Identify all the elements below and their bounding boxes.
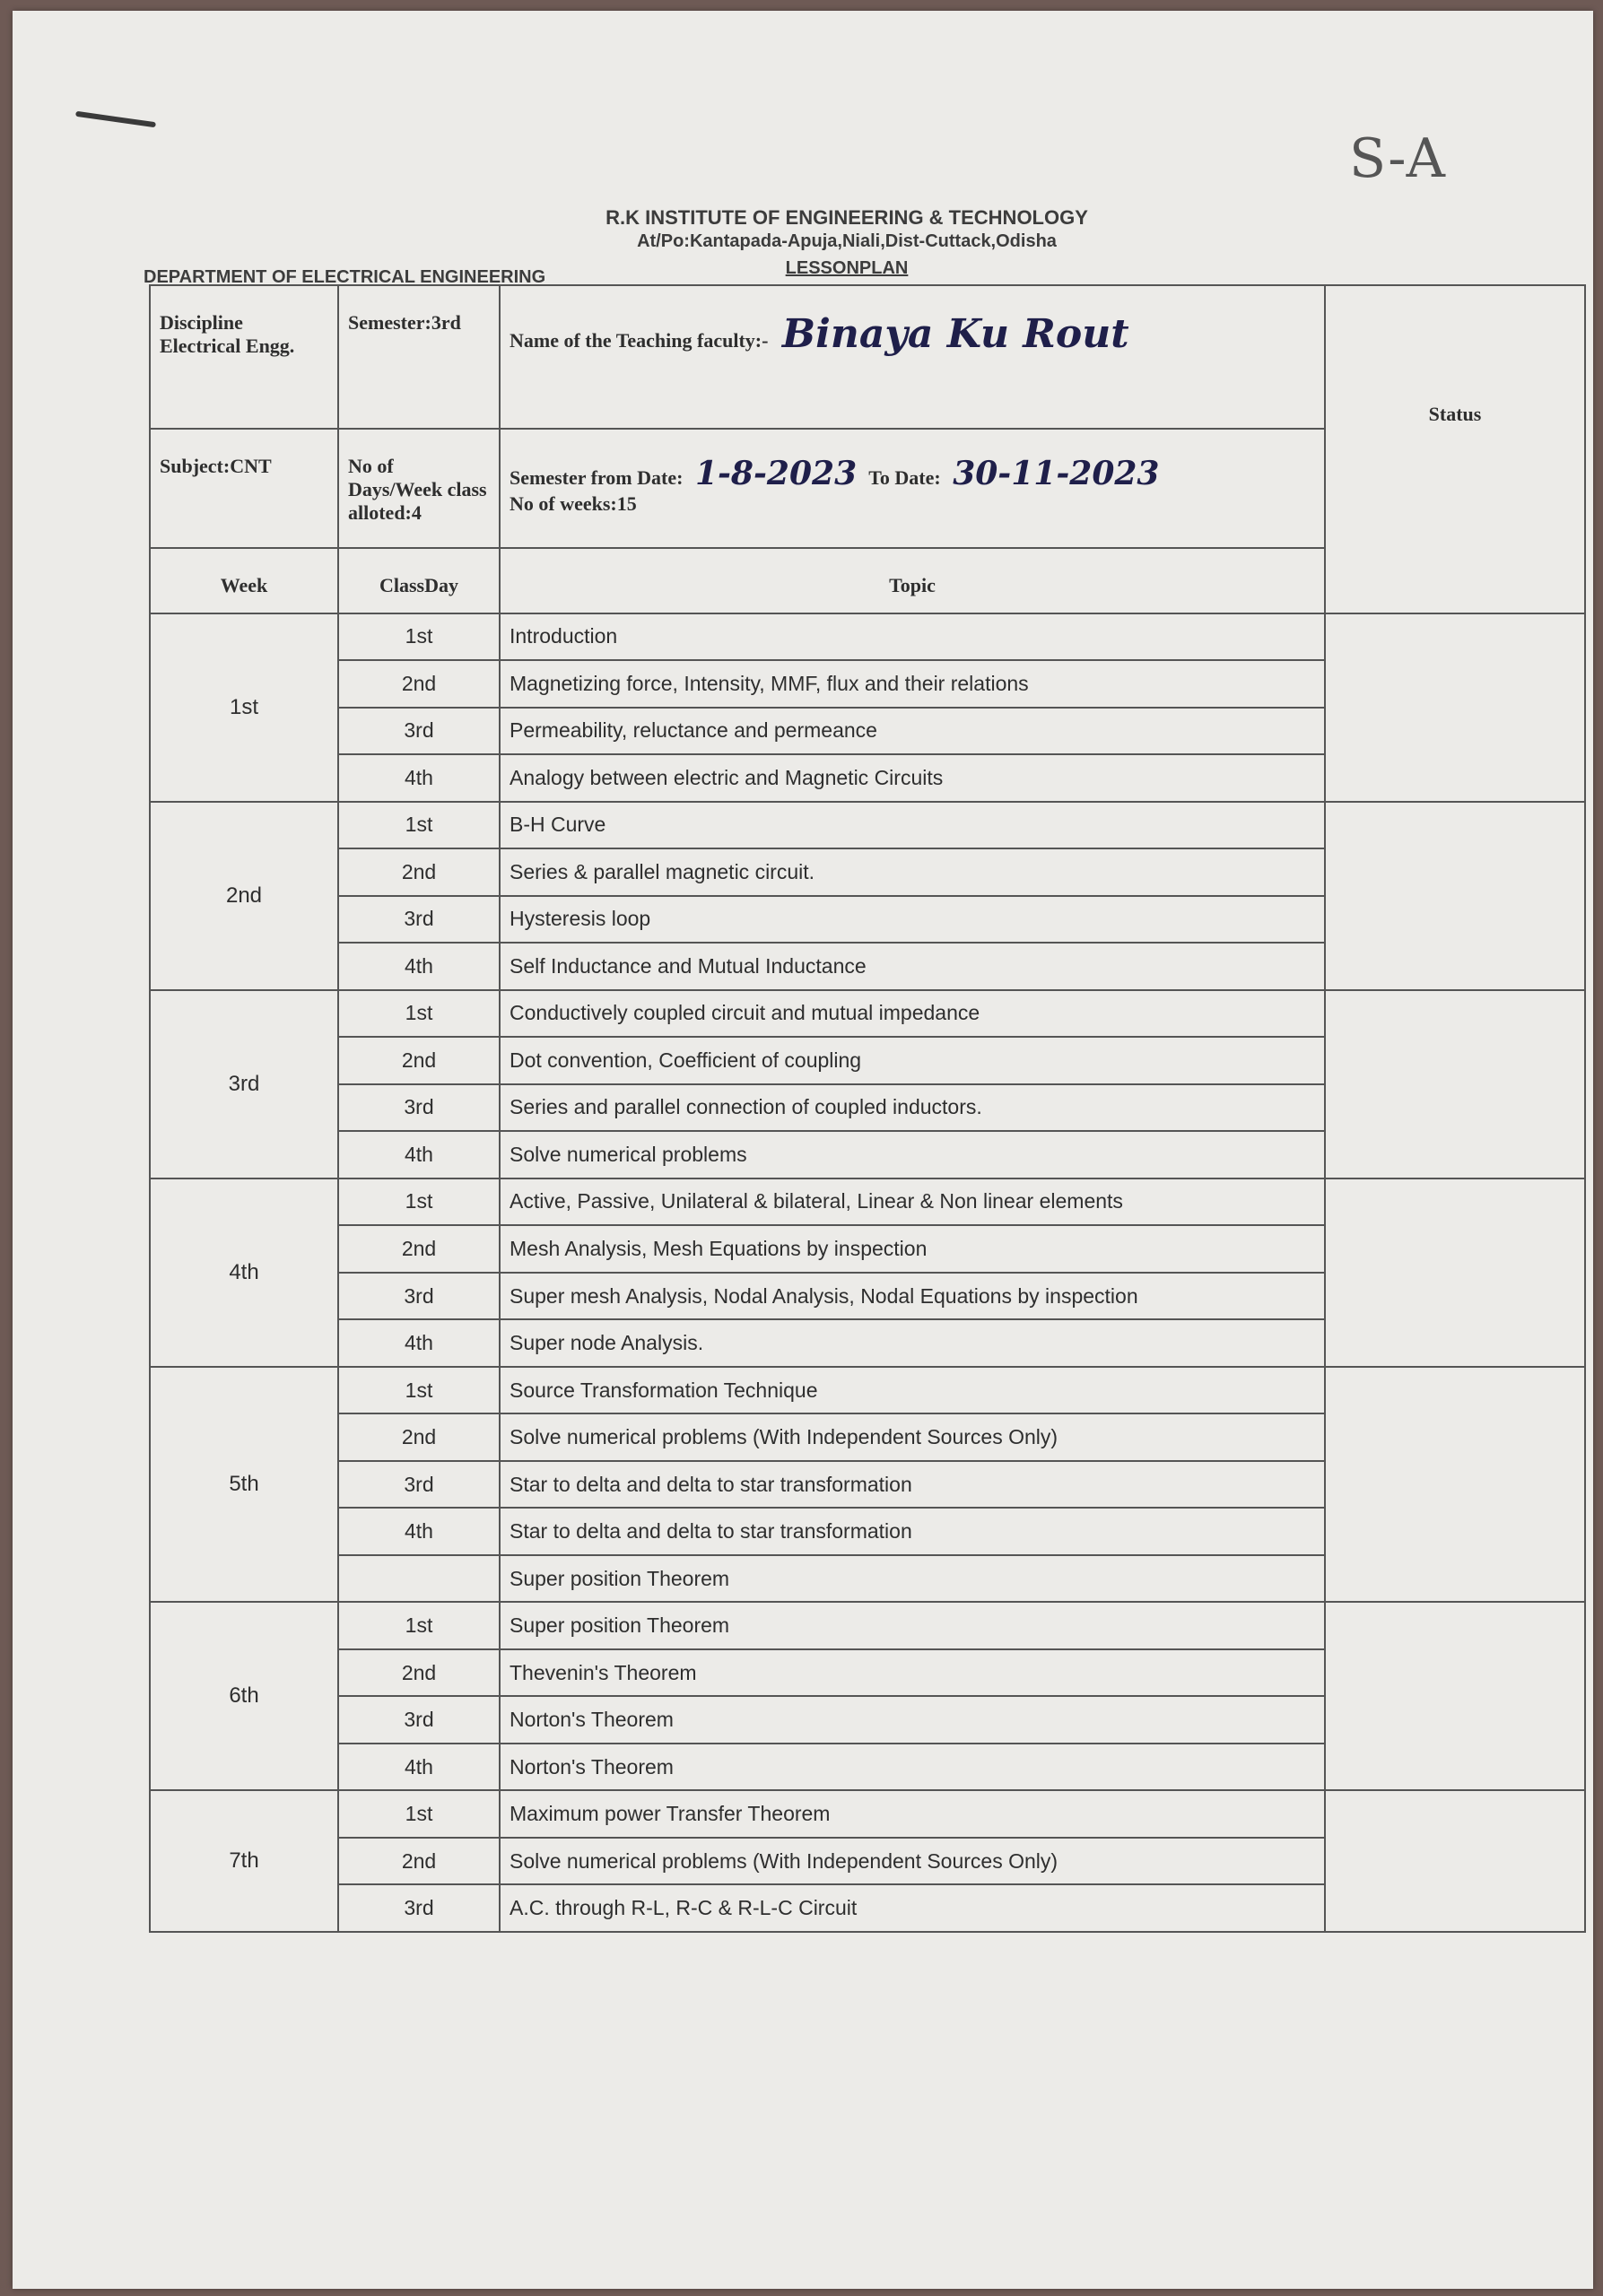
topic: Introduction <box>500 613 1325 661</box>
table-row <box>150 1367 1585 1414</box>
status-cell <box>1325 1367 1585 1603</box>
faculty-label: Name of the Teaching faculty:- <box>510 329 769 352</box>
class-day: 3rd <box>338 1273 500 1320</box>
institute-name: R.K INSTITUTE OF ENGINEERING & TECHNOLOGY <box>605 206 1088 229</box>
topic: Maximum power Transfer Theorem <box>500 1790 1325 1838</box>
table-row <box>150 1790 1585 1838</box>
class-day: 1st <box>338 1178 500 1226</box>
class-day: 2nd <box>338 1413 500 1461</box>
table-row <box>150 1602 1585 1649</box>
class-day: 3rd <box>338 896 500 944</box>
department-name: DEPARTMENT OF ELECTRICAL ENGINEERING <box>144 267 546 287</box>
topic: Mesh Analysis, Mesh Equations by inspection <box>500 1225 1325 1273</box>
lesson-plan-sheet <box>13 11 1593 2289</box>
status-cell <box>1325 1178 1585 1367</box>
week-column-header: Week <box>150 548 338 613</box>
to-date: 30-11-2023 <box>953 454 1160 492</box>
week-label: 5th <box>150 1367 338 1603</box>
class-day: 3rd <box>338 708 500 755</box>
institute-address: At/Po:Kantapada-Apuja,Niali,Dist-Cuttack,Odisha <box>637 231 1057 251</box>
status-cell <box>1325 613 1585 802</box>
week-label: 7th <box>150 1790 338 1932</box>
topic: Hysteresis loop <box>500 896 1325 944</box>
class-day: 2nd <box>338 848 500 896</box>
topic: Solve numerical problems (With Independent Sources Only) <box>500 1838 1325 1885</box>
class-day: 1st <box>338 613 500 661</box>
class-day: 4th <box>338 943 500 990</box>
class-day: 2nd <box>338 1838 500 1885</box>
topic: Active, Passive, Unilateral & bilateral, Linear & Non linear elements <box>500 1178 1325 1226</box>
semester-cell: Semester:3rd <box>338 285 500 429</box>
class-day <box>338 1555 500 1603</box>
lesson-plan-table <box>149 284 1586 1933</box>
class-day: 4th <box>338 1744 500 1791</box>
table-row <box>150 990 1585 1038</box>
status-cell <box>1325 1602 1585 1790</box>
class-day: 3rd <box>338 1884 500 1932</box>
class-day: 1st <box>338 802 500 849</box>
table-row <box>150 613 1585 661</box>
from-date: 1-8-2023 <box>694 454 858 492</box>
topic: Permeability, reluctance and permeance <box>500 708 1325 755</box>
class-day: 4th <box>338 1131 500 1178</box>
class-day: 4th <box>338 1508 500 1555</box>
class-day: 1st <box>338 1790 500 1838</box>
topic: Self Inductance and Mutual Inductance <box>500 943 1325 990</box>
class-day: 2nd <box>338 660 500 708</box>
class-day: 2nd <box>338 1037 500 1084</box>
from-date-label: Semester from Date: <box>510 465 684 489</box>
topic: Conductively coupled circuit and mutual impedance <box>500 990 1325 1038</box>
weeks-count: No of weeks:15 <box>510 491 637 515</box>
status-cell <box>1325 1790 1585 1932</box>
to-date-label: To Date: <box>868 465 941 489</box>
class-day: 3rd <box>338 1461 500 1509</box>
class-day: 1st <box>338 990 500 1038</box>
class-day: 3rd <box>338 1084 500 1132</box>
topic: Series and parallel connection of coupled inductors. <box>500 1084 1325 1132</box>
discipline-cell: Discipline Electrical Engg. <box>150 285 338 429</box>
class-day: 3rd <box>338 1696 500 1744</box>
class-day: 2nd <box>338 1225 500 1273</box>
topic: A.C. through R-L, R-C & R-L-C Circuit <box>500 1884 1325 1932</box>
topic: Solve numerical problems (With Independent Sources Only) <box>500 1413 1325 1461</box>
topic: Solve numerical problems <box>500 1131 1325 1178</box>
pen-mark <box>75 111 156 127</box>
topic: Super position Theorem <box>500 1555 1325 1603</box>
status-cell <box>1325 990 1585 1178</box>
corner-mark: S-A <box>1349 127 1445 190</box>
class-day: 1st <box>338 1602 500 1649</box>
document-type: LESSONPLAN <box>785 258 909 278</box>
topic: Dot convention, Coefficient of coupling <box>500 1037 1325 1084</box>
week-label: 6th <box>150 1602 338 1790</box>
topic: Magnetizing force, Intensity, MMF, flux and their relations <box>500 660 1325 708</box>
days-week-cell: No of Days/Week class alloted:4 <box>338 429 500 549</box>
topic: Series & parallel magnetic circuit. <box>500 848 1325 896</box>
table-row <box>150 1178 1585 1226</box>
topic: Star to delta and delta to star transformation <box>500 1508 1325 1555</box>
week-label: 2nd <box>150 802 338 990</box>
faculty-name: Binaya Ku Rout <box>781 311 1129 357</box>
topic: B-H Curve <box>500 802 1325 849</box>
status-cell <box>1325 802 1585 990</box>
header-row-1 <box>150 285 1585 429</box>
faculty-cell <box>500 285 1325 429</box>
status-header: Status <box>1325 285 1585 613</box>
class-day: 4th <box>338 1319 500 1367</box>
topic: Norton's Theorem <box>500 1696 1325 1744</box>
topic: Norton's Theorem <box>500 1744 1325 1791</box>
classday-column-header: ClassDay <box>338 548 500 613</box>
topic: Super position Theorem <box>500 1602 1325 1649</box>
topic: Star to delta and delta to star transformation <box>500 1461 1325 1509</box>
topic: Super mesh Analysis, Nodal Analysis, Nodal Equations by inspection <box>500 1273 1325 1320</box>
table-row <box>150 802 1585 849</box>
topic: Analogy between electric and Magnetic Circuits <box>500 754 1325 802</box>
week-label: 4th <box>150 1178 338 1367</box>
class-day: 1st <box>338 1367 500 1414</box>
topic: Super node Analysis. <box>500 1319 1325 1367</box>
semester-dates-cell <box>500 429 1325 549</box>
class-day: 2nd <box>338 1649 500 1697</box>
topic: Source Transformation Technique <box>500 1367 1325 1414</box>
class-day: 4th <box>338 754 500 802</box>
week-label: 3rd <box>150 990 338 1178</box>
topic-column-header: Topic <box>500 548 1325 613</box>
subject-cell: Subject:CNT <box>150 429 338 549</box>
week-label: 1st <box>150 613 338 802</box>
topic: Thevenin's Theorem <box>500 1649 1325 1697</box>
